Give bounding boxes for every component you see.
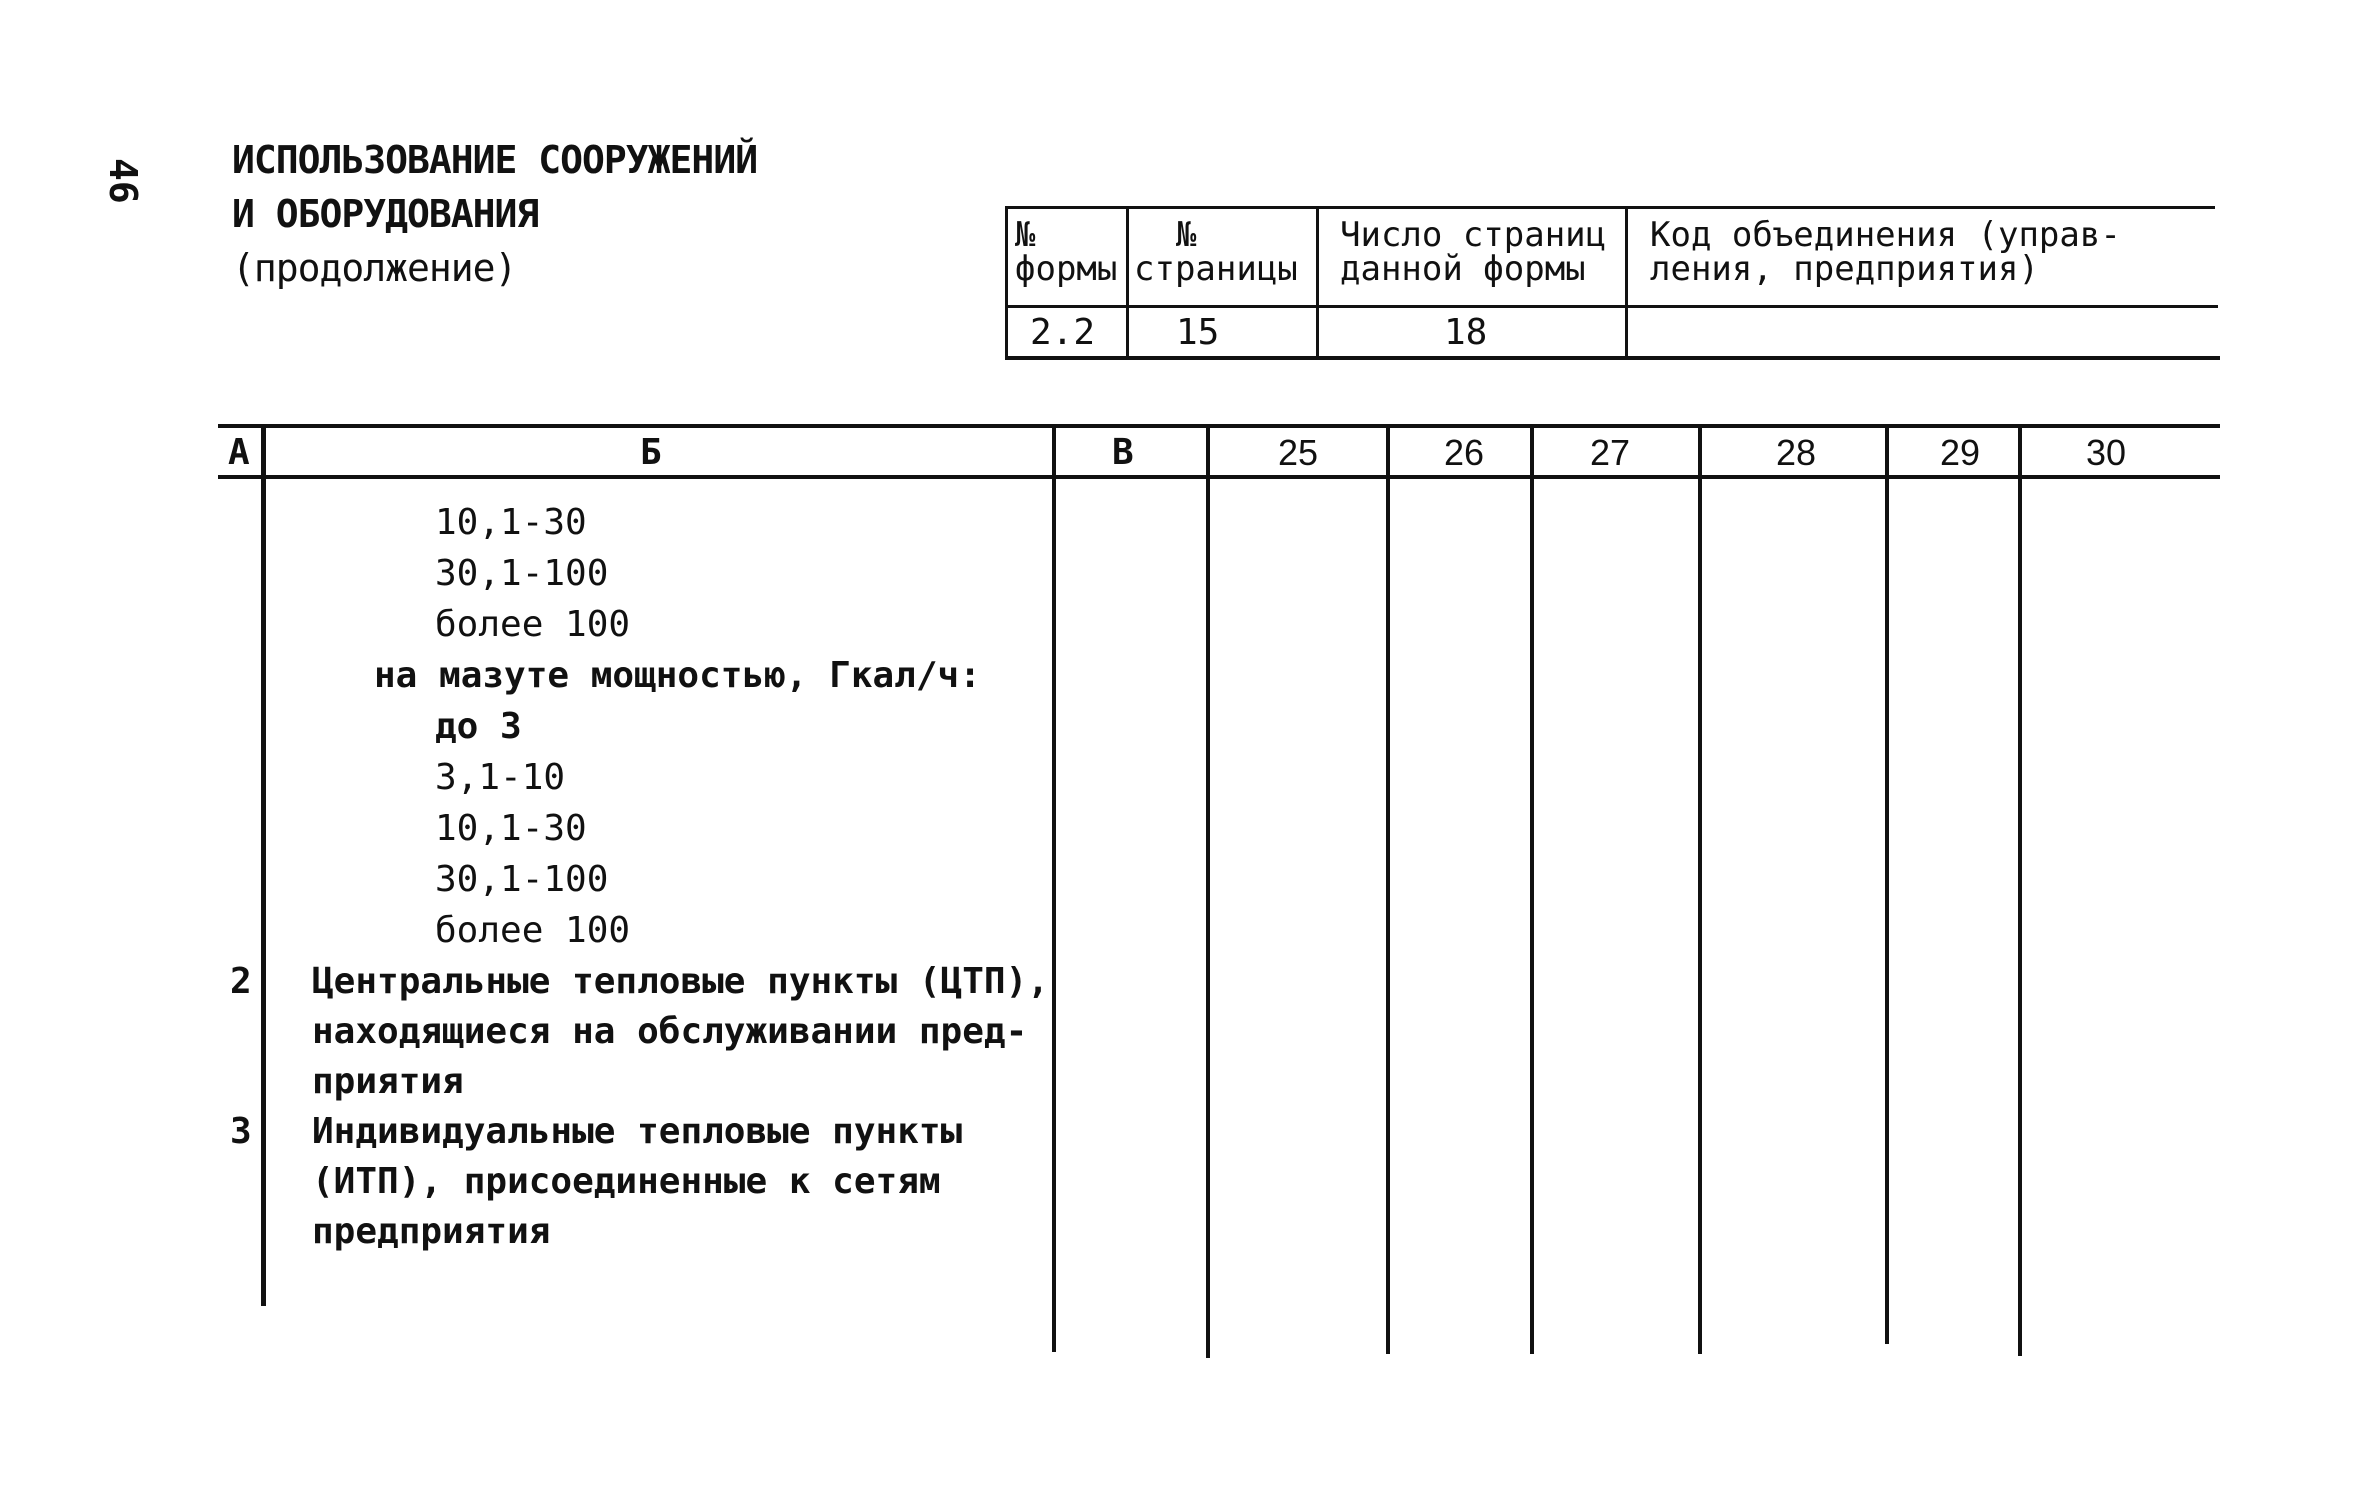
column-header-a: А — [228, 432, 250, 473]
row-number: 3 — [230, 1111, 252, 1152]
table-row: более 100 — [435, 910, 631, 951]
table-row: 10,1-30 — [435, 502, 587, 543]
table-row: предприятия — [312, 1211, 551, 1252]
header-table-divider — [1316, 206, 1319, 356]
main-table-top-border — [218, 424, 2220, 428]
form-title-line-3: (продолжение) — [232, 246, 517, 290]
header-table-bottom-border — [1005, 356, 2220, 360]
form-number-header: № формы — [1015, 215, 1118, 289]
table-row: на мазуте мощностью, Гкал/ч: — [374, 655, 981, 696]
column-divider — [261, 426, 266, 1306]
form-title-line-2: И ОБОРУДОВАНИЯ — [232, 192, 539, 236]
table-row: более 100 — [435, 604, 631, 645]
table-row: 3,1-10 — [435, 757, 566, 798]
column-divider — [2018, 426, 2022, 1356]
pages-count-header: Число страниц данной формы — [1340, 215, 1607, 289]
column-divider — [1052, 426, 1056, 1352]
column-divider — [1885, 426, 1889, 1344]
column-header-30: 30 — [2086, 432, 2127, 473]
column-header-v: В — [1112, 432, 1134, 473]
column-header-27: 27 — [1590, 432, 1631, 473]
header-table-divider — [1126, 206, 1129, 356]
header-table-divider — [1005, 206, 1008, 356]
column-header-26: 26 — [1444, 432, 1485, 473]
page-number-value: 15 — [1176, 312, 1220, 353]
table-row: 30,1-100 — [435, 553, 609, 594]
table-row: Центральные тепловые пункты (ЦТП), — [312, 961, 1049, 1002]
form-number-value: 2.2 — [1030, 312, 1096, 353]
form-title-line-1: ИСПОЛЬЗОВАНИЕ СООРУЖЕНИЙ — [232, 138, 758, 182]
table-row: (ИТП), присоединенные к сетям — [312, 1161, 941, 1202]
table-row: 10,1-30 — [435, 808, 587, 849]
table-row: до 3 — [435, 706, 522, 747]
column-divider — [1386, 426, 1390, 1354]
header-table-mid-border — [1005, 305, 2218, 308]
column-header-b: Б — [640, 432, 662, 473]
page-number: 46 — [101, 158, 145, 204]
organization-code-header: Код объединения (управ- ления, предприятия) — [1650, 215, 2121, 289]
pages-count-value: 18 — [1444, 312, 1488, 353]
column-header-29: 29 — [1940, 432, 1981, 473]
column-divider — [1698, 426, 1702, 1354]
column-header-28: 28 — [1776, 432, 1817, 473]
column-divider — [1530, 426, 1534, 1354]
header-table-divider — [1625, 206, 1628, 356]
table-row: Индивидуальные тепловые пункты — [312, 1111, 963, 1152]
column-divider — [1206, 426, 1210, 1358]
page-number-header: № страницы — [1134, 215, 1298, 289]
row-number: 2 — [230, 961, 252, 1002]
header-table-top-border — [1005, 206, 2215, 209]
column-header-25: 25 — [1278, 432, 1319, 473]
main-table-header-border — [218, 475, 2220, 479]
table-row: приятия — [312, 1061, 464, 1102]
table-row: находящиеся на обслуживании пред- — [312, 1011, 1028, 1052]
table-row: 30,1-100 — [435, 859, 609, 900]
